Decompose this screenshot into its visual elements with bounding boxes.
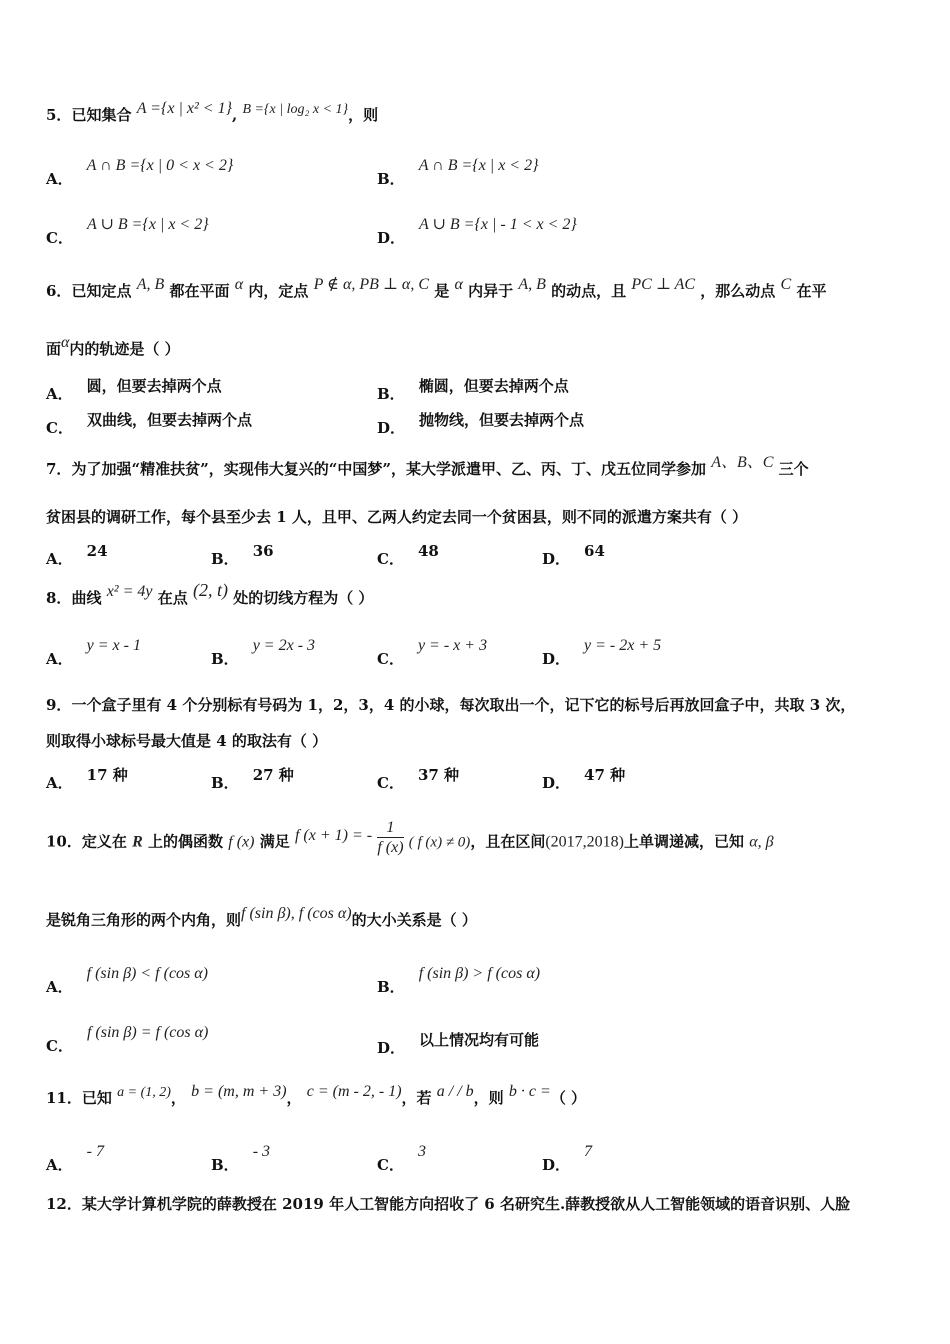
option-7A: A． 24 — [46, 542, 108, 568]
set-A-math: A ={x | x² < 1} — [136, 100, 232, 117]
question-8: 8．曲线 x² = 4y 在点 (2, t) 处的切线方程为（ ） — [46, 580, 374, 607]
option-11A: A．- 7 — [46, 1143, 104, 1174]
option-6B: B． 椭圆，但要去掉两个点 — [377, 377, 569, 403]
option-6C: C． 双曲线，但要去掉两个点 — [46, 411, 252, 437]
question-number: 8． — [46, 589, 72, 607]
option-9B: B． 27 种 — [211, 766, 294, 792]
question-number: 5． — [46, 106, 72, 124]
question-9-cont: 则取得小球标号最大值是 4 的取法有（ ） — [46, 732, 328, 750]
option-6A: A． 圆，但要去掉两个点 — [46, 377, 222, 403]
question-5: 5．已知集合 A ={x | x² < 1}, B ={x | log₂ x < 1}，则 — [46, 100, 379, 124]
question-11: 11．已知 a = (1, 2)， b = (m, m + 3)， c = (m - 2, - 1)，若 a / / b，则 b · c =（ ） — [46, 1083, 587, 1107]
option-10C: C．f (sin β) = f (cos α) — [46, 1024, 209, 1055]
option-9C: C． 37 种 — [377, 766, 460, 792]
option-8A: A．y = x - 1 — [46, 637, 141, 668]
option-7B: B． 36 — [211, 542, 274, 568]
option-7C: C． 48 — [377, 542, 439, 568]
question-number: 10． — [46, 832, 82, 851]
option-11C: C．3 — [377, 1143, 426, 1174]
question-number: 11． — [46, 1089, 82, 1107]
option-8B: B．y = 2x - 3 — [211, 637, 316, 668]
question-number: 9． — [46, 696, 72, 714]
question-number: 12． — [46, 1195, 82, 1213]
option-9D: D． 47 种 — [542, 766, 626, 792]
option-5D: D．A ∪ B ={x | - 1 < x < 2} — [377, 216, 577, 247]
question-12: 12．某大学计算机学院的薛教授在 2019 年人工智能方向招收了 6 名研究生.薛教授欲从人工智能领域的语音识别、人脸 — [46, 1195, 851, 1213]
option-5A: A．A ∩ B ={x | 0 < x < 2} — [46, 157, 234, 188]
question-6-cont: 面α内的轨迹是（ ） — [46, 334, 180, 358]
question-7-cont: 贫困县的调研工作，每个县至少去 1 人，且甲、乙两人约定去同一个贫困县，则不同的派遣方案共有（ ） — [46, 508, 748, 526]
option-7D: D． 64 — [542, 542, 605, 568]
fraction: $\frac{1}{f (x)}$ — [377, 819, 404, 856]
question-10: 10．定义在 R 上的偶函数 f (x) 满足 f (x + 1) = - $\frac{1}{f (x)}$ ( f (x) ≠ 0)，且在区间(2017,2018)上单调递减，已知 α, β — [46, 819, 774, 856]
option-10A: A．f (sin β) < f (cos α) — [46, 965, 209, 996]
option-6D: D． 抛物线，但要去掉两个点 — [377, 411, 585, 437]
set-B-math: B ={x | log₂ x < 1} — [242, 102, 349, 117]
option-8D: D．y = - 2x + 5 — [542, 637, 662, 668]
option-11D: D．7 — [542, 1143, 593, 1174]
question-10-cont: 是锐角三角形的两个内角，则f (sin β), f (cos α)的大小关系是（ ） — [46, 905, 477, 929]
option-5C: C．A ∪ B ={x | x < 2} — [46, 216, 209, 247]
question-9: 9．一个盒子里有 4 个分别标有号码为 1，2，3，4 的小球，每次取出一个，记下它的标号后再放回盒子中，共取 3 次， — [46, 696, 856, 714]
option-10B: B．f (sin β) > f (cos α) — [377, 965, 541, 996]
option-11B: B．- 3 — [211, 1143, 271, 1174]
option-10D: D． 以上情况均有可能 — [377, 1031, 540, 1057]
question-number: 6． — [46, 282, 72, 300]
question-number: 7． — [46, 460, 72, 478]
option-8C: C．y = - x + 3 — [377, 637, 488, 668]
option-5B: B．A ∩ B ={x | x < 2} — [377, 157, 539, 188]
option-9A: A． 17 种 — [46, 766, 128, 792]
question-6: 6．已知定点 A, B 都在平面 α 内，定点 P ∉ α, PB ⊥ α, C 是 α 内异于 A, B 的动点，且 PC ⊥ AC ，那么动点 C 在平 — [46, 276, 827, 300]
question-7: 7．为了加强“精准扶贫”，实现伟大复兴的“中国梦”，某大学派遣甲、乙、丙、丁、戊五位同学参加 A、B、C 三个 — [46, 454, 809, 478]
